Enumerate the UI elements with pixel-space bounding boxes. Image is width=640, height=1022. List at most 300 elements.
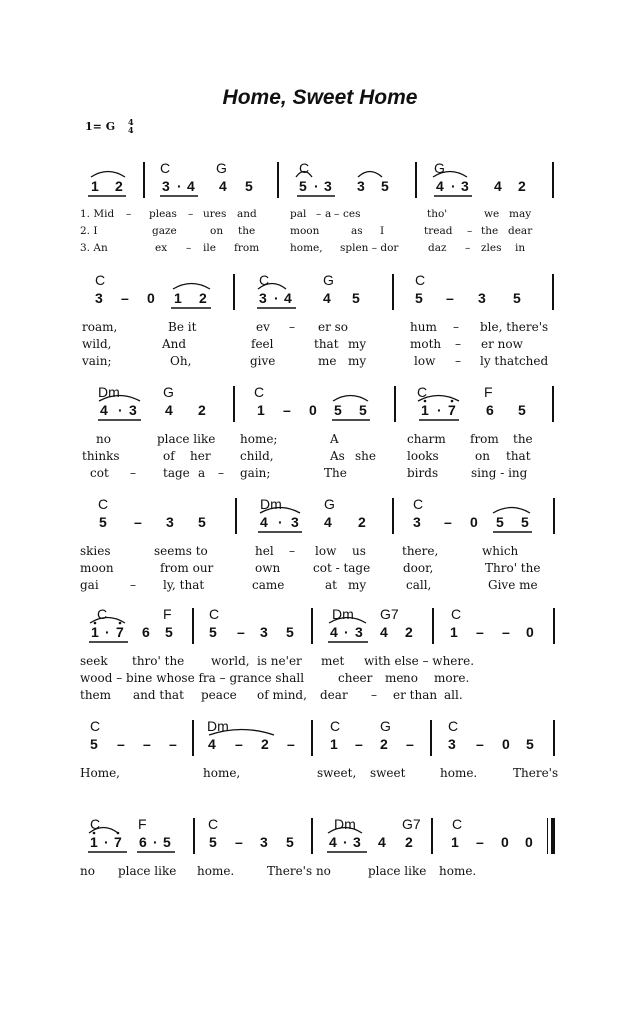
lyric-word: seek [80, 654, 108, 668]
note: 1 [330, 736, 338, 752]
time-signature [128, 118, 134, 134]
lyric-word: A [330, 432, 339, 446]
lyric-word: may [509, 208, 532, 220]
lyric-word: – [453, 320, 459, 334]
lyric-word: us [352, 544, 366, 558]
lyric-word: As [330, 449, 345, 463]
bar-line [392, 274, 394, 310]
note: 5 [352, 290, 360, 306]
lyric-word: ures [203, 208, 227, 220]
note: 2 [199, 290, 207, 306]
tie-arc [258, 284, 286, 290]
lyric-word: that [506, 449, 531, 463]
lyric-word: tread [424, 225, 453, 237]
lyric-word: her [190, 449, 211, 463]
note: 5 [359, 402, 367, 418]
note: 5 [245, 178, 253, 194]
bar-line [235, 498, 237, 534]
bar-line [233, 274, 235, 310]
note: 2 [518, 178, 526, 194]
lyric-word: which [482, 544, 519, 558]
bar-line [552, 162, 554, 198]
lyric-word: hel [255, 544, 274, 558]
note: 6 [139, 834, 147, 850]
note: 5 [496, 514, 504, 530]
note: 2 [198, 402, 206, 418]
lyric-word: cot - tage [313, 561, 371, 575]
lyric-word: of mind, [257, 688, 307, 702]
lyric-word: birds [407, 466, 439, 480]
note: 3 [461, 178, 469, 194]
note: 5 [526, 736, 534, 752]
lyric-word: me [318, 354, 337, 368]
lyric-word: on [475, 449, 490, 463]
note: 6 [142, 624, 150, 640]
lyric-word: And [162, 337, 187, 351]
note: 5 [209, 834, 217, 850]
chord-symbol: C [451, 606, 462, 622]
lyric-word: ex [155, 242, 168, 254]
note: 5 [521, 514, 529, 530]
note: 0 [502, 736, 510, 752]
bar-line [415, 162, 417, 198]
note: 0 [501, 834, 509, 850]
note: 4 [323, 290, 331, 306]
lyric-word: sweet [370, 766, 406, 780]
note: – [134, 514, 142, 530]
lyric-word: zles [481, 242, 502, 254]
note: 5 [334, 402, 342, 418]
lyric-word: – [126, 208, 132, 220]
chord-symbol: F [138, 816, 147, 832]
note: 5 [198, 514, 206, 530]
lyric-word: in [515, 242, 526, 254]
chord-symbol: C [413, 496, 424, 512]
note: – [287, 736, 295, 752]
bar-line [311, 818, 313, 854]
dot-mark: · [278, 514, 283, 530]
note: 5 [209, 624, 217, 640]
lyric-word: a [198, 466, 206, 480]
bar-line [192, 720, 194, 756]
lyric-word: Oh, [170, 354, 192, 368]
chord-symbol: Dm [207, 718, 229, 734]
lyric-word: ly thatched [480, 354, 549, 368]
note: 3 [291, 514, 299, 530]
lyric-word: – [186, 242, 192, 254]
chord-symbol: C [209, 606, 220, 622]
chord-symbol: C [259, 272, 270, 288]
tie-arc [296, 172, 312, 178]
note: 0 [309, 402, 317, 418]
bar-line [431, 818, 433, 854]
note: 1 [90, 834, 98, 850]
note: 4 [260, 514, 268, 530]
page-title: Home, Sweet Home [222, 86, 418, 109]
lyric-word: sing - ing [471, 466, 528, 480]
chord-symbol: C [417, 384, 428, 400]
note: 1 [257, 402, 265, 418]
lyric-word: roam, [82, 320, 118, 334]
lyric-word: child, [240, 449, 274, 463]
octave-dot [424, 400, 427, 403]
chord-symbol: C [208, 816, 219, 832]
lyric-word: – [334, 208, 340, 220]
lyric-word: no [80, 864, 95, 878]
note: 2 [358, 514, 366, 530]
lyric-word: Home, [80, 766, 120, 780]
note: 3 [95, 290, 103, 306]
octave-dot [119, 622, 122, 625]
lyric-word: – [130, 466, 136, 480]
tie-arc [89, 828, 118, 834]
lyric-word: daz [428, 242, 447, 254]
chord-symbol: G7 [380, 606, 399, 622]
note: – [143, 736, 151, 752]
lyric-word: – [188, 208, 194, 220]
lyric-word: 1. Mid [80, 208, 115, 220]
lyric-word: home, [290, 242, 323, 254]
lyric-word: gai [80, 578, 99, 592]
note: – [121, 290, 129, 306]
bar-line [553, 608, 555, 644]
note: 5 [415, 290, 423, 306]
lyric-word: ly, that [163, 578, 205, 592]
lyric-word: – [130, 578, 136, 592]
lyric-word: call, [406, 578, 432, 592]
lyric-word: is ne'er [257, 654, 302, 668]
lyric-word: I [380, 225, 385, 237]
dot-mark: · [153, 834, 158, 850]
note: 5 [381, 178, 389, 194]
chord-symbol: G [324, 496, 335, 512]
note: 7 [114, 834, 122, 850]
lyric-word: – [316, 208, 322, 220]
dot-mark: · [177, 178, 182, 194]
chord-symbol: C [254, 384, 265, 400]
lyric-word: met [321, 654, 345, 668]
bar-line [552, 274, 554, 310]
chord-symbol: G [323, 272, 334, 288]
lyric-word: dear [320, 688, 348, 702]
chord-symbol: C [95, 272, 106, 288]
chord-symbol: G [163, 384, 174, 400]
note: 4 [378, 834, 386, 850]
lyric-word: wood – bine whose fra – grance shall [80, 671, 305, 685]
tie-arc [333, 396, 368, 402]
lyric-word: she [355, 449, 376, 463]
note: – [235, 736, 243, 752]
note: 3 [478, 290, 486, 306]
chord-symbol: F [163, 606, 172, 622]
lyric-word: cheer [338, 671, 373, 685]
bar-line [192, 608, 194, 644]
note: 1 [421, 402, 429, 418]
lyric-word: them [80, 688, 112, 702]
lyric-word: – [289, 544, 295, 558]
note: 3 [259, 290, 267, 306]
chord-symbol: Dm [98, 384, 120, 400]
lyric-word: – [218, 466, 224, 480]
lyric-word: moon [290, 225, 320, 237]
octave-dot [94, 622, 97, 625]
bar-line [394, 386, 396, 422]
bar-line [193, 818, 195, 854]
note: – [446, 290, 454, 306]
note: 4 [324, 514, 332, 530]
note: 2 [115, 178, 123, 194]
key-signature: 1= G [85, 120, 116, 133]
note: 4 [100, 402, 108, 418]
note: 1 [91, 624, 99, 640]
lyric-word: low [315, 544, 337, 558]
bar-line [311, 608, 313, 644]
note: 3 [129, 402, 137, 418]
tie-arc [91, 172, 125, 178]
bar-line [432, 608, 434, 644]
note: 4 [219, 178, 227, 194]
lyric-word: moth [410, 337, 442, 351]
bar-line [143, 162, 145, 198]
lyric-word: home. [197, 864, 235, 878]
chord-symbol: G7 [402, 816, 421, 832]
octave-dot [93, 832, 96, 835]
lyric-word: ev [256, 320, 270, 334]
tie-arc [173, 284, 210, 290]
tie-arc [99, 396, 140, 402]
note: 3 [353, 834, 361, 850]
lyric-word: vain; [82, 354, 112, 368]
note: 0 [526, 624, 534, 640]
note: 5 [518, 402, 526, 418]
tie-arc [329, 618, 366, 624]
note: 3 [162, 178, 170, 194]
lyric-word: 3. An [80, 242, 108, 254]
lyric-word: There's no [267, 864, 331, 878]
lyric-word: place like [157, 432, 216, 446]
lyric-word: er so [318, 320, 349, 334]
final-bar-thin [547, 818, 548, 854]
lyric-word: Be it [168, 320, 197, 334]
lyric-word: home; [240, 432, 278, 446]
chord-symbol: C [90, 718, 101, 734]
lyric-word: dear [508, 225, 533, 237]
lyric-word: moon [80, 561, 114, 575]
note: 6 [486, 402, 494, 418]
note: 7 [116, 624, 124, 640]
lyric-word: sweet, [317, 766, 357, 780]
note: 3 [357, 178, 365, 194]
dot-mark: · [118, 402, 123, 418]
bar-line [277, 162, 279, 198]
meter-bottom: 4 [128, 125, 134, 135]
note: 2 [405, 624, 413, 640]
lyric-word: the [513, 432, 533, 446]
lyric-word: place like [118, 864, 177, 878]
bar-line [311, 720, 313, 756]
note: 3 [324, 178, 332, 194]
lyric-word: door, [403, 561, 434, 575]
lyric-word: all. [444, 688, 463, 702]
lyric-word: 2. I [80, 225, 98, 237]
lyric-word: gaze [152, 225, 177, 237]
lyric-word: Give me [488, 578, 538, 592]
lyric-word: home, [203, 766, 241, 780]
dot-mark: · [274, 290, 279, 306]
chord-symbol: C [415, 272, 426, 288]
note: 4 [187, 178, 195, 194]
tie-arc [358, 172, 382, 178]
chord-symbol: C [90, 816, 101, 832]
lyric-word: and [237, 208, 257, 220]
chord-symbol: G [216, 160, 227, 176]
note: 5 [286, 834, 294, 850]
lyric-word: the [481, 225, 499, 237]
lyric-word: a [325, 208, 332, 220]
lyric-word: no [96, 432, 111, 446]
note: 7 [448, 402, 456, 418]
note: – [237, 624, 245, 640]
lyric-word: ile [203, 242, 216, 254]
chord-symbol: G [380, 718, 391, 734]
lyric-word: and that [133, 688, 184, 702]
chord-symbol: C [448, 718, 459, 734]
lyric-word: thro' the [132, 654, 185, 668]
lyric-word: there, [402, 544, 439, 558]
note: – [169, 736, 177, 752]
dot-mark: · [104, 834, 109, 850]
lyric-word: from [470, 432, 499, 446]
note: 3 [260, 834, 268, 850]
lyric-word: tage [163, 466, 190, 480]
tie-arc [260, 508, 300, 514]
lyric-word: pal [290, 208, 307, 220]
note: 3 [448, 736, 456, 752]
note: 4 [494, 178, 502, 194]
note: – [444, 514, 452, 530]
final-bar-thick [551, 818, 555, 854]
lyric-word: as [351, 225, 363, 237]
lyric-word: my [348, 337, 367, 351]
note: 4 [330, 624, 338, 640]
lyric-word: peace [201, 688, 237, 702]
lyric-word: home. [439, 864, 477, 878]
tie-arc [418, 396, 459, 402]
lyric-word: on [210, 225, 224, 237]
lyric-word: er than [393, 688, 438, 702]
lyric-word: we [484, 208, 500, 220]
lyric-word: hum [410, 320, 437, 334]
note: 2 [405, 834, 413, 850]
tie-arc [328, 828, 362, 834]
chord-symbol: F [484, 384, 493, 400]
lyric-word: that [314, 337, 339, 351]
lyric-word: wild, [82, 337, 112, 351]
chord-symbol: C [452, 816, 463, 832]
note: – [476, 624, 484, 640]
lyric-word: – [465, 242, 471, 254]
chord-symbol: C [160, 160, 171, 176]
lyric-word: me [385, 671, 404, 685]
lyric-word: with else – where. [364, 654, 475, 668]
lyric-word: tho' [427, 208, 448, 220]
lyric-word: Thro' the [485, 561, 541, 575]
tie-arc [209, 730, 274, 736]
note: 3 [413, 514, 421, 530]
note: 0 [147, 290, 155, 306]
lyric-word: world, [211, 654, 250, 668]
lyric-word: my [348, 578, 367, 592]
chord-symbol: Dm [334, 816, 356, 832]
dot-mark: · [344, 624, 349, 640]
dot-mark: · [105, 624, 110, 640]
dot-mark: · [343, 834, 348, 850]
note: 4 [165, 402, 173, 418]
chord-symbol: C [299, 160, 310, 176]
note: 5 [513, 290, 521, 306]
lyric-word: ces [343, 208, 361, 220]
note: 5 [299, 178, 307, 194]
lyric-word: home. [440, 766, 478, 780]
octave-dot [451, 400, 454, 403]
lyric-word: low [414, 354, 436, 368]
note: – [117, 736, 125, 752]
lyric-word: from our [160, 561, 214, 575]
note: 4 [284, 290, 292, 306]
lyric-word: more. [434, 671, 470, 685]
note: – [235, 834, 243, 850]
lyric-word: of [163, 449, 175, 463]
lyric-word: looks [407, 449, 439, 463]
dot-mark: · [314, 178, 319, 194]
note: – [476, 736, 484, 752]
lyric-word: splen – dor [340, 242, 399, 254]
chord-symbol: C [97, 606, 108, 622]
note: 5 [165, 624, 173, 640]
note: 5 [286, 624, 294, 640]
lyric-word: – [455, 354, 461, 368]
lyric-word: – [467, 225, 473, 237]
octave-dot [117, 832, 120, 835]
bar-line [233, 386, 235, 422]
chord-symbol: Dm [332, 606, 354, 622]
lyric-word: There's [513, 766, 559, 780]
bar-line [553, 498, 555, 534]
note: 1 [174, 290, 182, 306]
bar-line [430, 720, 432, 756]
note: 2 [261, 736, 269, 752]
note: 4 [208, 736, 216, 752]
lyric-word: seems to [154, 544, 208, 558]
tie-arc [90, 618, 125, 624]
note: – [355, 736, 363, 752]
note: – [476, 834, 484, 850]
note: 2 [380, 736, 388, 752]
note: – [502, 624, 510, 640]
bar-line [553, 720, 555, 756]
note: 5 [99, 514, 107, 530]
note: 3 [260, 624, 268, 640]
dot-mark: · [451, 178, 456, 194]
note: 1 [91, 178, 99, 194]
lyric-word: – [371, 688, 377, 702]
lyric-word: er now [481, 337, 523, 351]
bar-line [392, 498, 394, 534]
lyric-word: The [324, 466, 347, 480]
note: – [406, 736, 414, 752]
tie-arc [493, 508, 530, 514]
note: 5 [163, 834, 171, 850]
